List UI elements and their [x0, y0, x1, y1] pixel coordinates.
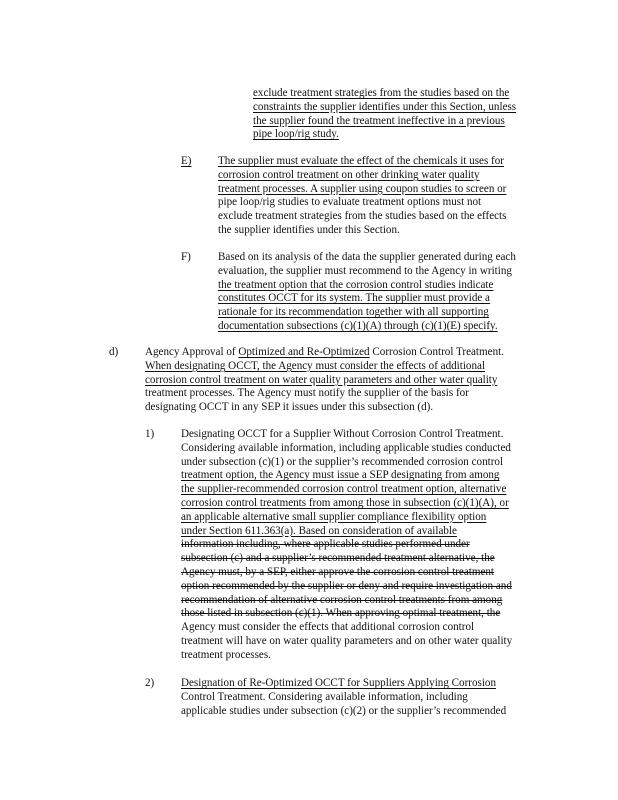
- item-e-label: E): [181, 155, 192, 167]
- item-1-deleted-line: subsection (c) and a supplier’s recommended treatment alternative, the: [181, 552, 495, 565]
- item-2-line: applicable studies under subsection (c)(2) or the supplier’s recommended: [181, 704, 507, 717]
- continuation-line: the supplier found the treatment ineffective in a previous: [253, 114, 505, 127]
- item-e-line: corrosion control treatment on other drinking water quality: [218, 168, 480, 181]
- continuation-line: constraints the supplier identifies under this Section, unless: [253, 100, 517, 113]
- item-1-line: corrosion control treatments from among those in subsection (c)(1)(A), or: [181, 496, 509, 509]
- item-1-line: Designating OCCT for a Supplier Without Corrosion Control Treatment.: [181, 428, 504, 440]
- section-d-title-pre: Agency Approval of: [145, 346, 239, 358]
- item-1-deleted-line: Agency must, by a SEP, either approve the corrosion control treatment: [181, 565, 495, 578]
- item-1-deleted-line: recommendation of alternative corrosion control treatments from among: [181, 593, 503, 606]
- item-1-label: 1): [145, 428, 155, 440]
- item-1-line: treatment processes.: [181, 648, 271, 661]
- item-f-label: F): [181, 251, 191, 263]
- item-1-line: treatment option, the Agency must issue a SEP designating from among: [181, 469, 500, 482]
- item-f-line: rationale for its recommendation together with all supporting: [218, 306, 489, 319]
- item-1-line: under subsection (c)(1) or the supplier’s recommended corrosion control: [181, 455, 504, 468]
- item-e-line: The supplier must evaluate the effect of the chemicals it uses for: [218, 155, 504, 167]
- item-e-line: treatment processes. A supplier using coupon studies to screen or: [218, 182, 507, 195]
- item-1-deleted-line: option recommended by the supplier or deny and require investigation and: [181, 579, 512, 592]
- section-d-line: When designating OCCT, the Agency must consider the effects of additional: [145, 359, 486, 372]
- item-f-line: documentation subsections (c)(1)(A) through (c)(1)(E) specify.: [218, 319, 498, 332]
- continuation-line: exclude treatment strategies from the studies based on the: [253, 87, 510, 99]
- item-f-line: evaluation, the supplier must recommend to the Agency in writing: [218, 264, 512, 277]
- section-d-label: d): [109, 346, 119, 358]
- section-d-line: designating OCCT in any SEP it issues under this subsection (d).: [145, 401, 434, 414]
- section-d-line: treatment processes. The Agency must notify the supplier of the basis for: [145, 387, 469, 400]
- item-1-line: Considering available information, including applicable studies conducted: [181, 441, 511, 454]
- item-e-paragraph: [218, 155, 506, 238]
- section-d-paragraph: [145, 346, 504, 415]
- item-e-line: exclude treatment strategies from the studies based on the effects: [218, 210, 507, 223]
- item-1-deleted-line: information including, where applicable studies performed under: [181, 538, 470, 551]
- item-f-line: Based on its analysis of the data the supplier generated during each: [218, 251, 516, 263]
- item-1-line: treatment will have on water quality parameters and on other water quality: [181, 634, 513, 647]
- item-f-line: the treatment option that the corrosion control studies indicate: [218, 278, 494, 291]
- item-2-line: Control Treatment. Considering available information, including: [181, 690, 468, 703]
- section-d-title-inserted: Optimized and Re-Optimized: [238, 346, 370, 358]
- item-1-line: under Section 611.363(a). Based on consideration of available: [181, 524, 457, 537]
- item-1-line: Agency must consider the effects that additional corrosion control: [181, 621, 475, 634]
- item-1-paragraph: [181, 428, 512, 663]
- item-f-paragraph: [218, 251, 516, 334]
- item-2-paragraph: [181, 677, 506, 718]
- section-d-title: [145, 346, 504, 360]
- item-f-line: constitutes OCCT for its system. The supplier must provide a: [218, 292, 490, 305]
- section-d-line: corrosion control treatment on water quality parameters and other water quality: [145, 373, 498, 386]
- item-2-line: Designation of Re-Optimized OCCT for Suppliers Applying Corrosion: [181, 677, 497, 689]
- item-1-line: the supplier-recommended corrosion control treatment option, alternative: [181, 483, 507, 496]
- continuation-line: pipe loop/rig study.: [253, 128, 339, 141]
- item-1-line: an applicable alternative small supplier compliance flexibility option: [181, 510, 487, 523]
- item-1-deleted-line: those listed in subsection (c)(1). When approving optimal treatment, the: [181, 607, 501, 620]
- item-2-label: 2): [145, 677, 155, 689]
- continuation-paragraph: [253, 87, 516, 142]
- item-e-line: pipe loop/rig studies to evaluate treatment options must not: [218, 196, 482, 209]
- item-e-line: the supplier identifies under this Section.: [218, 223, 400, 236]
- section-d-title-post: Corrosion Control Treatment.: [369, 346, 504, 358]
